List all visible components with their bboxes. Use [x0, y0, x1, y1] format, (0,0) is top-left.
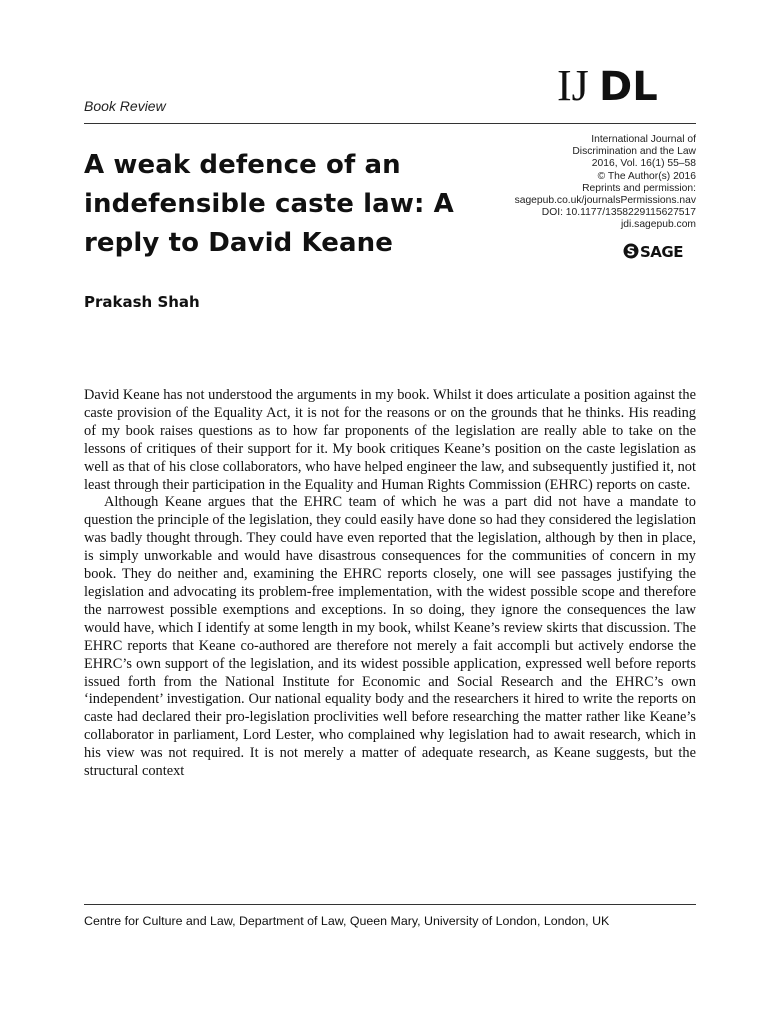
meta-permissions-link[interactable]: sagepub.co.uk/journalsPermissions.nav: [514, 195, 696, 207]
journal-logo-light-text: IJ: [557, 62, 589, 108]
publication-meta: [446, 134, 696, 232]
journal-logo: [557, 62, 697, 108]
meta-volume: 2016, Vol. 16(1) 55–58: [591, 158, 696, 170]
meta-copyright: © The Author(s) 2016: [597, 170, 696, 182]
author-affiliation: Centre for Culture and Law, Department of Law, Queen Mary, University of London, London, UK: [84, 914, 610, 928]
body-paragraph-1: David Keane has not understood the arguments in my book. Whilst it does articulate a position against the caste provision of the Equality Act, it is not for the reasons or on the grounds that he thinks. His reading of my book raises questions as to how far proponents of the legislation are really able to take on the lessons of critiques of their support for it. My book critiques Keane’s position on the caste legislation as well as that of his close collaborators, who have helped engineer the law, and subsequently justified it, not least through their participation in the Equality and Human Rights Commission (EHRC) reports on caste.: [84, 387, 696, 493]
footer-divider: [84, 904, 696, 905]
meta-reprints-label: Reprints and permission:: [582, 182, 696, 194]
sage-logo: [623, 243, 697, 259]
svg-text:S: S: [626, 244, 636, 259]
journal-logo-bold-text: DL: [599, 64, 658, 108]
meta-doi[interactable]: DOI: 10.1177/1358229115627517: [541, 207, 696, 219]
meta-journal-line-1: International Journal of: [591, 134, 696, 145]
author-name: Prakash Shah: [84, 293, 200, 311]
sage-logo-text: SAGE: [640, 243, 683, 259]
meta-journal-line-2: Discrimination and the Law: [572, 146, 696, 158]
article-body: [84, 387, 696, 781]
header-divider: [84, 123, 696, 124]
meta-journal-url[interactable]: jdi.sagepub.com: [621, 219, 696, 231]
article-title: A weak defence of an indefensible caste law: A reply to David Keane: [84, 150, 454, 258]
section-label: Book Review: [84, 98, 166, 114]
body-paragraph-2: Although Keane argues that the EHRC team of which he was a part did not have a mandate to question the principle of the legislation, they could easily have done so had they considered the legislation was badly thought through. They could have even reported that the legislation, although by then in place, is simply unworkable and would have disastrous consequences for the communities of concern in my book. They do neither and, examining the EHRC reports closely, one will see passages justifying the legislation and advocating its problem-free implementation, with the widest possible scope and therefore the narrowest possible exemptions and exceptions. In so doing, they ignore the consequences the law would have, which I identify at some length in my book, whilst Keane’s review skirts that discussion. The EHRC reports that Keane co-authored are therefore not merely a fait accompli but actively endorse the EHRC’s own support of the legislation, and its widest possible application, expressed well before reports issued forth from the National Institute for Economic and Social Research and the EHRC’s own ‘independent’ investigation. Our national equality body and the researchers it hired to write the reports on caste had declared their pro-legislation proclivities well before researching the matter rather like Keane’s collaborator in parliament, Lord Lester, who complained why legislation had to await research, which in his view was not required. It is not merely a matter of adequate research, as Keane suggests, but the structural context: [84, 494, 696, 780]
